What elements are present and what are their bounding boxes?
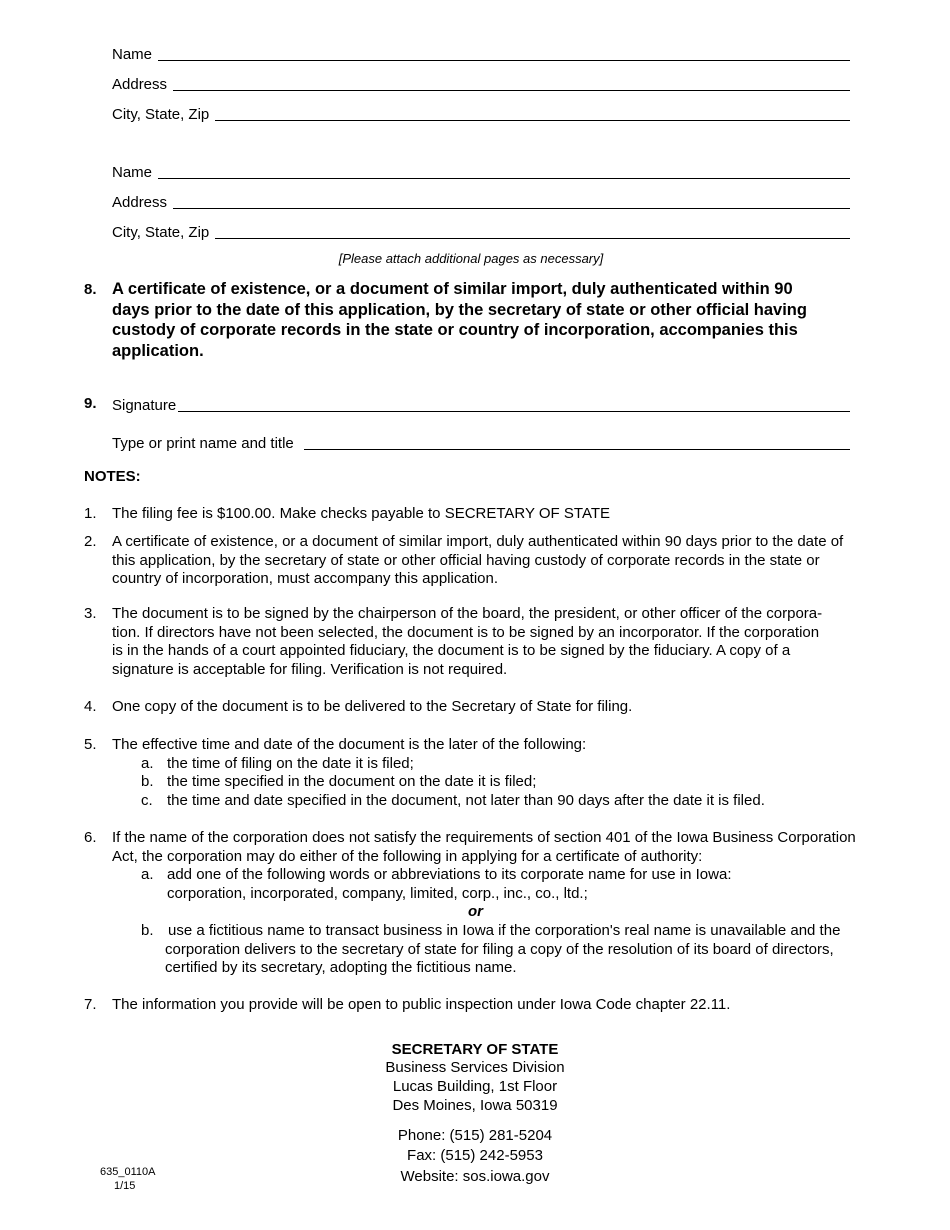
item-8-number: 8.: [84, 281, 97, 298]
address-label: Address: [112, 76, 168, 93]
note-5-sub-b: [141, 773, 536, 792]
note-line: The effective time and date of the document is the later of the following:: [112, 736, 587, 753]
note-3-number: 3.: [84, 605, 97, 622]
city-field-1[interactable]: [112, 102, 850, 124]
form-code: 635_0110A: [100, 1166, 156, 1178]
name-label: Name: [112, 164, 153, 181]
name-field-1[interactable]: [112, 42, 850, 64]
note-6-sub-a-text: [167, 866, 732, 903]
note-6-number: 6.: [84, 829, 97, 846]
item-8-line: application.: [112, 341, 204, 360]
print-name-label: Type or print name and title: [112, 435, 294, 452]
fax-number: Fax: (515) 242-5953: [407, 1147, 543, 1164]
address-field-2[interactable]: [112, 190, 850, 212]
form-date: 1/15: [114, 1180, 136, 1192]
sub-line: add one of the following words or abbreviations to its corporate name for use in Iowa:: [167, 866, 732, 883]
item-8-text: [112, 279, 807, 361]
sub-line: certified by its secretary, adopting the fictitious name.: [165, 959, 517, 976]
office-name: SECRETARY OF STATE: [391, 1041, 559, 1058]
name-line: [158, 60, 850, 61]
note-5-sub-c: [141, 792, 765, 811]
note-line: One copy of the document is to be delivered to the Secretary of State for filing.: [112, 698, 633, 715]
address-label: Address: [112, 194, 168, 211]
note-line: this application, by the secretary of state or other official having custody of corporate records in the state or: [112, 551, 820, 569]
note-line: The information you provide will be open to public inspection under Iowa Code chapter 22.11.: [112, 996, 731, 1013]
city-line: [215, 238, 850, 239]
signature-label: Signature: [112, 397, 177, 414]
note-7-text: [112, 996, 730, 1015]
city-line: [215, 120, 850, 121]
name-line: [158, 178, 850, 179]
note-6-text: [112, 829, 856, 866]
sub-text: the time of filing on the date it is filed;: [167, 755, 414, 772]
city-label: City, State, Zip: [112, 224, 210, 241]
note-6-sub-a-letter: a.: [141, 866, 154, 883]
sub-text: the time and date specified in the document, not later than 90 days after the date it is filed.: [167, 792, 765, 809]
sub-letter: a.: [141, 755, 154, 772]
name-label: Name: [112, 46, 153, 63]
note-line: If the name of the corporation does not satisfy the requirements of section 401 of the Iowa Business Corporation: [112, 829, 856, 846]
building-address: Lucas Building, 1st Floor: [392, 1078, 558, 1095]
sub-line: use a fictitious name to transact business in Iowa if the corporation's real name is unavailable and the: [168, 922, 841, 939]
note-line: The document is to be signed by the chairperson of the board, the president, or other officer of the corpora-: [112, 605, 823, 622]
address-line: [173, 208, 850, 209]
note-5-number: 5.: [84, 736, 97, 753]
website-link[interactable]: Website: sos.iowa.gov: [400, 1168, 550, 1185]
note-6-sub-b-text: [165, 922, 840, 978]
note-3-text: [112, 605, 822, 679]
note-line: signature is acceptable for filing. Verification is not required.: [112, 660, 508, 678]
note-line: The filing fee is $100.00. Make checks payable to SECRETARY OF STATE: [112, 505, 611, 522]
note-2-text: [112, 533, 843, 589]
note-7-number: 7.: [84, 996, 97, 1013]
sub-line: corporation delivers to the secretary of state for filing a copy of the resolution of its board of directors,: [165, 940, 834, 958]
address-line: [173, 90, 850, 91]
division-name: Business Services Division: [385, 1059, 565, 1076]
sub-letter: c.: [141, 792, 153, 809]
item-8-line: A certificate of existence, or a document of similar import, duly authenticated within 90: [112, 280, 793, 298]
note-1-number: 1.: [84, 505, 97, 522]
item-9-number: 9.: [84, 395, 97, 412]
sub-text: the time specified in the document on the date it is filed;: [167, 773, 537, 790]
attach-note: [Please attach additional pages as necessary]: [338, 251, 604, 266]
note-5-text: [112, 736, 586, 755]
signature-field[interactable]: [112, 393, 850, 415]
note-line: Act, the corporation may do either of the following in applying for a certificate of authority:: [112, 847, 703, 865]
sub-line: corporation, incorporated, company, limited, corp., inc., co., ltd.;: [167, 884, 588, 902]
address-field-1[interactable]: [112, 72, 850, 94]
print-name-field[interactable]: [112, 431, 850, 453]
note-6-sub-b-letter: b.: [141, 922, 154, 939]
city-field-2[interactable]: [112, 220, 850, 242]
or-text: or: [468, 903, 483, 920]
city-label: City, State, Zip: [112, 106, 210, 123]
notes-heading: NOTES:: [84, 468, 141, 485]
note-1-text: [112, 505, 610, 524]
print-name-line: [304, 449, 850, 450]
city-address: Des Moines, Iowa 50319: [392, 1097, 558, 1114]
signature-line: [178, 411, 850, 412]
note-line: is in the hands of a court appointed fiduciary, the document is to be signed by the fiduciary. A copy of a: [112, 642, 791, 659]
item-8-line: days prior to the date of this application, by the secretary of state or other official having: [112, 300, 807, 319]
item-8-line: custody of corporate records in the state or country of incorporation, accompanies this: [112, 321, 798, 339]
sub-letter: b.: [141, 773, 154, 790]
note-line: tion. If directors have not been selected, the document is to be signed by an incorporator. If the corporation: [112, 623, 820, 641]
note-line: A certificate of existence, or a document of similar import, duly authenticated within 90 days prior to the date of: [112, 533, 844, 550]
note-5-sub-a: [141, 755, 414, 774]
note-line: country of incorporation, must accompany this application.: [112, 570, 499, 587]
note-4-number: 4.: [84, 698, 97, 715]
note-4-text: [112, 698, 632, 717]
name-field-2[interactable]: [112, 160, 850, 182]
phone-number: Phone: (515) 281-5204: [397, 1127, 553, 1144]
note-2-number: 2.: [84, 533, 97, 550]
